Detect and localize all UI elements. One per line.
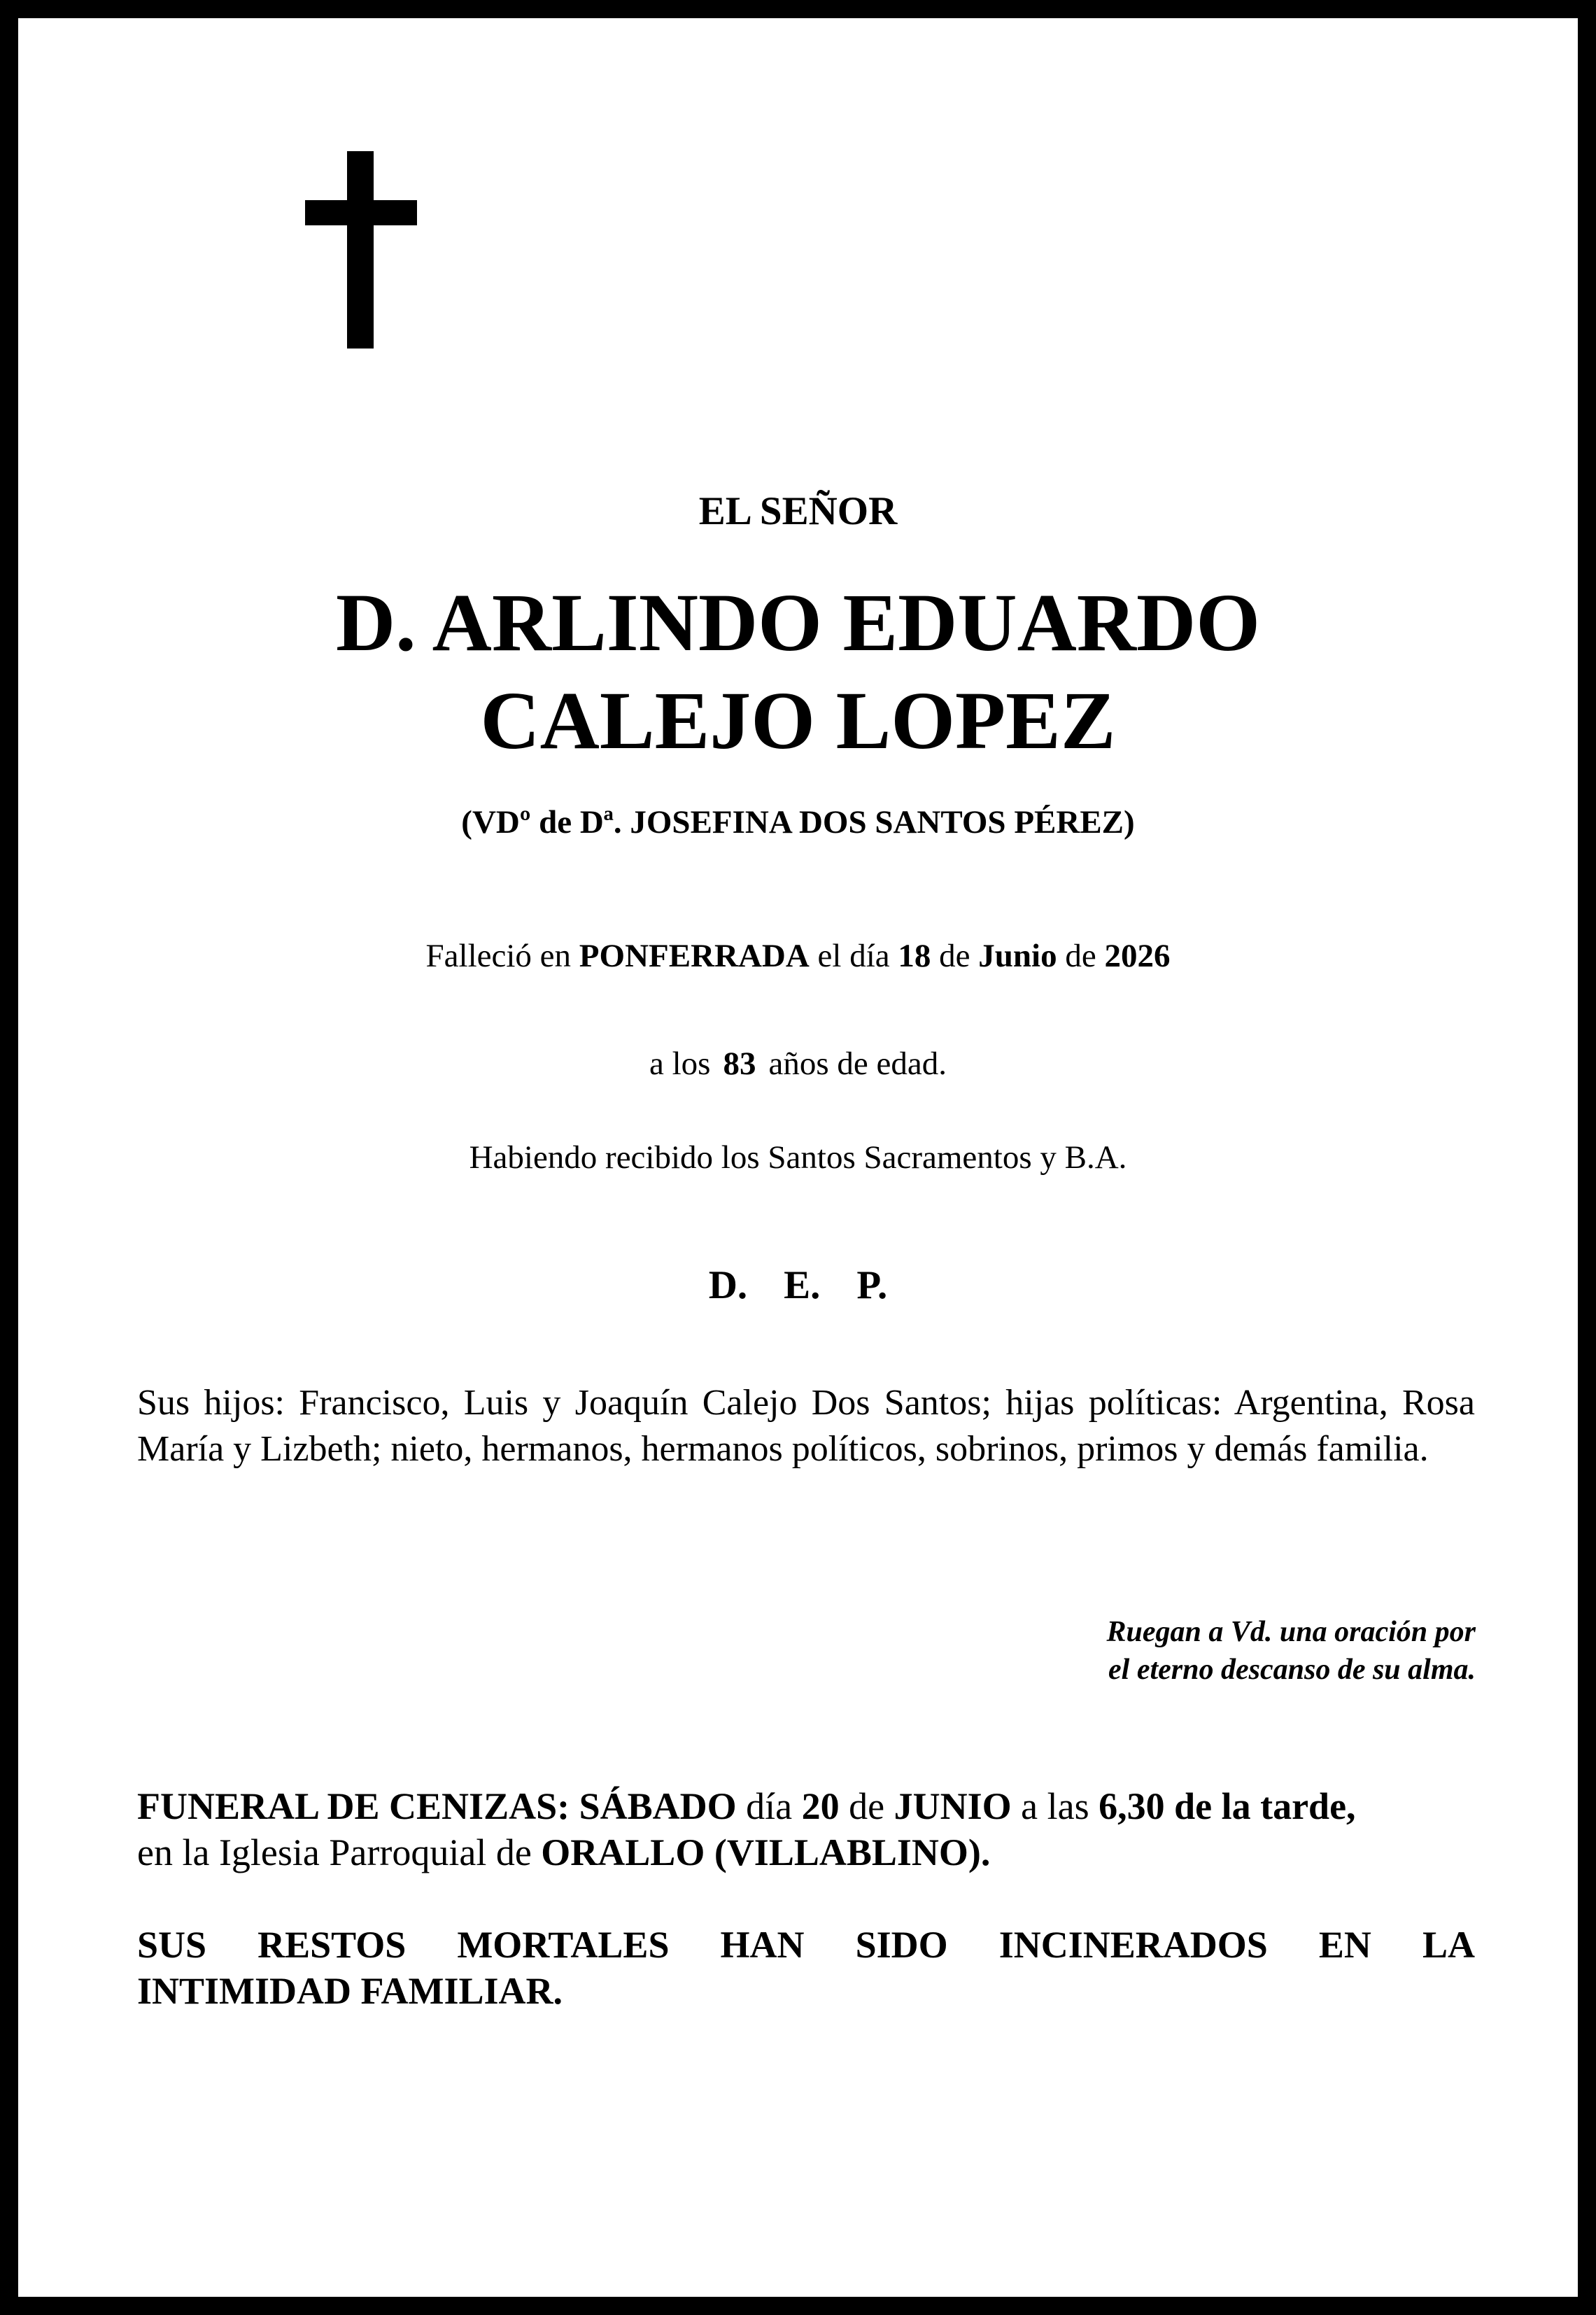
funeral-weekday: SÁBADO (579, 1785, 737, 1827)
funeral-paragraph (137, 1783, 1509, 1876)
funeral-text-4: en la Iglesia Parroquial de (137, 1831, 542, 1873)
death-line (0, 935, 1596, 977)
family-paragraph: Sus hijos: Francisco, Luis y Joaquín Calejo Dos Santos; hijas políticas: Argentina, Rosa María y Lizbeth; nieto, hermanos, hermanos políticos, sobrinos, primos y demás familia. (137, 1383, 1475, 1469)
funeral-time: 6,30 de la tarde, (1099, 1785, 1356, 1827)
death-prefix: Falleció en (425, 938, 579, 974)
death-mid-2: de (931, 938, 979, 974)
name-line-2: CALEJO LOPEZ (480, 675, 1116, 766)
dep-letter-d: D. (708, 1263, 748, 1307)
widow-of: (VDº de Dª. JOSEFINA DOS SANTOS PÉREZ) (461, 804, 1135, 840)
death-mid-3: de (1057, 938, 1105, 974)
age-prefix: a los (649, 1046, 711, 1082)
prayer-request (846, 1613, 1476, 1689)
funeral-text-2: de (839, 1785, 894, 1827)
funeral-month: JUNIO (894, 1785, 1012, 1827)
age-suffix: años de edad. (768, 1046, 947, 1082)
funeral-day: 20 (801, 1785, 840, 1827)
deceased-name (0, 574, 1596, 770)
dep-letters (0, 1261, 1596, 1310)
death-place: PONFERRADA (579, 938, 810, 974)
remains-line-1: SUS RESTOS MORTALES HAN SIDO INCINERADOS EN LA (137, 1924, 1475, 1966)
remains-paragraph (137, 1922, 1475, 2014)
name-line-1: D. ARLINDO EDUARDO (335, 577, 1261, 668)
remains-line-2: INTIMIDAD FAMILIAR. (137, 1970, 563, 2012)
funeral-text-1: día (736, 1785, 802, 1827)
funeral-text-3: a las (1011, 1785, 1099, 1827)
age-line (0, 1043, 1596, 1085)
sacraments-line: Habiendo recibido los Santos Sacramentos y B.A. (469, 1139, 1127, 1176)
death-year: 2026 (1104, 938, 1171, 974)
death-mid-1: el día (809, 938, 898, 974)
heading: EL SEÑOR (698, 489, 898, 533)
dep-letter-e: E. (784, 1263, 821, 1307)
death-month: Junio (978, 938, 1057, 974)
age-value: 83 (723, 1046, 756, 1082)
dep-letter-p: P. (856, 1263, 888, 1307)
funeral-place: ORALLO (VILLABLINO). (541, 1831, 991, 1873)
funeral-label: FUNERAL DE CENIZAS: (137, 1785, 570, 1827)
death-day: 18 (898, 938, 931, 974)
prayer-line-2: el eterno descanso de su alma. (1108, 1654, 1476, 1686)
prayer-line-1: Ruegan a Vd. una oración por (1106, 1616, 1476, 1648)
cross-icon (305, 151, 417, 349)
